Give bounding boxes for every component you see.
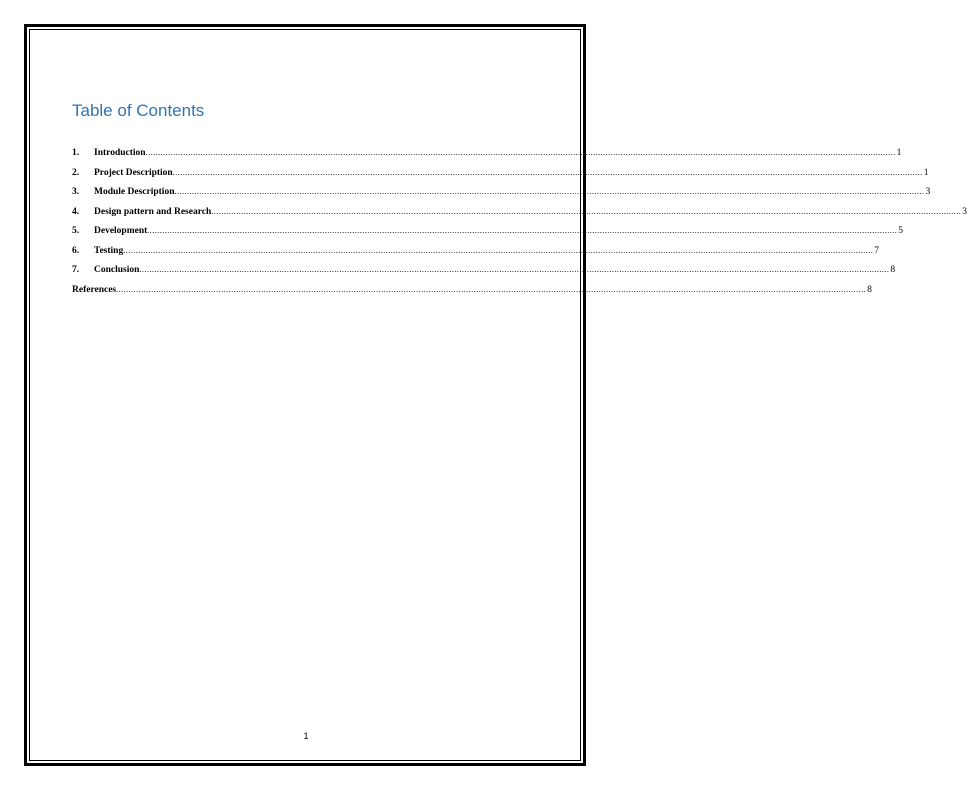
- toc-entry-page: 3: [925, 187, 931, 197]
- toc-dot-leader: ............................................................................................................................................................................................................................................................................................................: [123, 245, 874, 255]
- toc-entry-project-description[interactable]: [72, 163, 929, 183]
- toc-entry-page: 7: [874, 245, 879, 256]
- toc-dot-leader: ............................................................................................................................................................................................................................................................................................................: [116, 284, 867, 294]
- toc-entry-references[interactable]: [72, 280, 872, 300]
- toc-entry-development[interactable]: [72, 221, 904, 241]
- toc-entry-title: Introduction: [94, 148, 146, 158]
- toc-entry-number: 2.: [72, 167, 80, 178]
- toc-entry-number: 6.: [72, 245, 80, 256]
- toc-entry-title: Conclusion: [94, 265, 140, 275]
- toc-entry-introduction[interactable]: [72, 143, 902, 163]
- toc-entry-number: 3.: [72, 187, 80, 197]
- toc-dot-leader: ............................................................................................................................................................................................................................................................................................................: [145, 148, 896, 157]
- toc-entry-title: Development: [94, 226, 148, 236]
- toc-entry-page: 1: [923, 167, 929, 178]
- toc-list: [72, 143, 967, 299]
- toc-entry-page: 5: [898, 226, 904, 236]
- page-border-inner: [29, 29, 581, 761]
- toc-dot-leader: ............................................................................................................................................................................................................................................................................................................: [174, 187, 925, 196]
- toc-heading: Table of Contents: [72, 101, 205, 120]
- toc-entry-number: 5.: [72, 226, 80, 236]
- toc-dot-leader: ............................................................................................................................................................................................................................................................................................................: [139, 265, 890, 274]
- page-number: 1: [303, 731, 309, 741]
- toc-entry-title: Design pattern and Research: [94, 206, 212, 217]
- toc-entry-number: 4.: [72, 206, 80, 217]
- toc-entry-page: 8: [890, 265, 896, 275]
- toc-entry-conclusion[interactable]: [72, 260, 896, 280]
- toc-entry-testing[interactable]: [72, 241, 879, 261]
- toc-entry-page: 8: [867, 284, 872, 295]
- toc-dot-leader: ............................................................................................................................................................................................................................................................................................................: [172, 167, 923, 177]
- toc-entry-number: 1.: [72, 148, 80, 158]
- toc-dot-leader: ............................................................................................................................................................................................................................................................................................................: [147, 226, 898, 235]
- toc-dot-leader: ............................................................................................................................................................................................................................................................................................................: [211, 206, 962, 216]
- toc-entry-design-pattern[interactable]: [72, 202, 967, 222]
- toc-entry-number: 7.: [72, 265, 80, 275]
- toc-entry-title: Project Description: [94, 167, 173, 178]
- toc-entry-title: Module Description: [94, 187, 175, 197]
- toc-entry-title: References: [72, 284, 117, 295]
- toc-entry-page: 3: [962, 206, 967, 217]
- toc-entry-page: 1: [896, 148, 902, 158]
- toc-entry-module-description[interactable]: [72, 182, 931, 202]
- toc-entry-title: Testing: [94, 245, 124, 256]
